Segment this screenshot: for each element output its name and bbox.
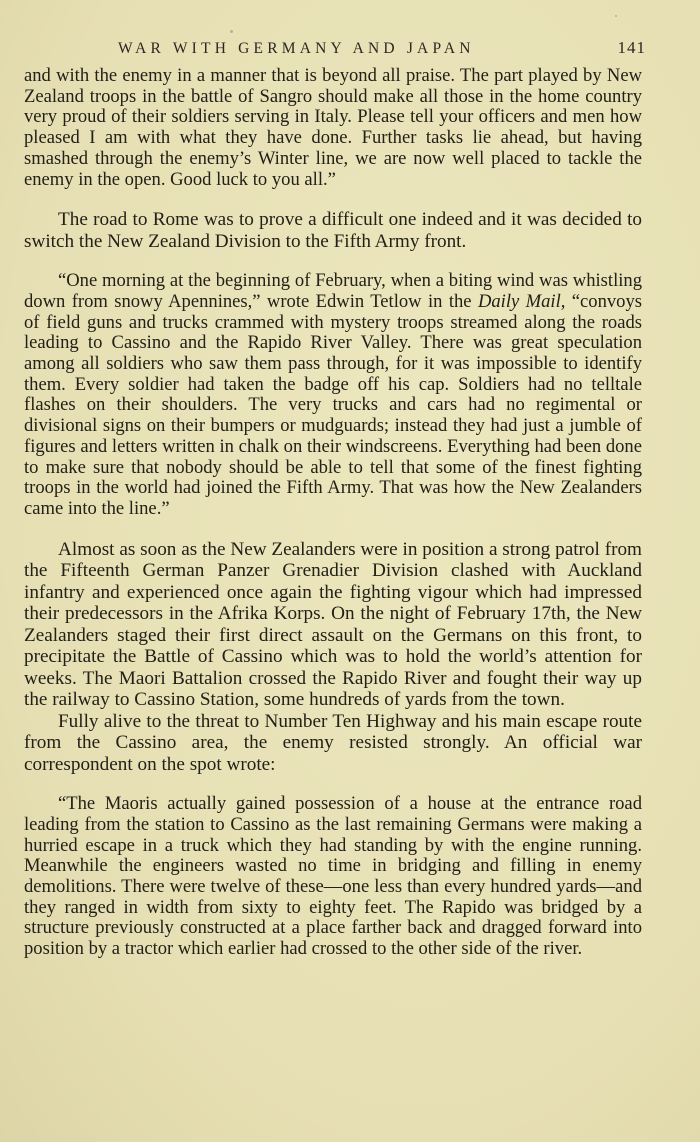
paper-speck <box>230 30 233 33</box>
paragraph-1: and with the enemy in a manner that is beyond all praise. The part played by New Zealand troops in the battle of Sangro should make all those in the home country very proud of their soldiers serving in Italy. Please tell your officers and men how pleased I am with what they have done. Further tasks lie ahead, but having smashed through the enemy’s Winter line, we are now well placed to tackle the enemy in the open. Good luck to you all.” <box>24 65 642 190</box>
paragraph-4: Almost as soon as the New Zealanders were in position a strong patrol from the Fifteenth German Panzer Grenadier Division clashed with Auckland infantry and experienced once again the fighting vigour which had impressed their predecessors in the Afrika Korps. On the night of February 17th, the New Zealanders staged their first direct assault on the Germans on this front, to precipitate the Battle of Cassino which was to hold the world’s attention for weeks. The Maori Battalion crossed the Rapido River and fought their way up the railway to Cassino Station, some hundreds of yards from the town. <box>24 538 642 711</box>
paragraph-3-text-a: “One morning at the beginning of February, when a biting wind was whistling down from snowy Apennines,” wrote Edwin Tetlow in the <box>24 270 642 312</box>
book-page <box>24 36 646 960</box>
paragraph-3 <box>24 271 642 519</box>
paragraph-6: “The Maoris actually gained possession of a house at the entrance road leading from the station to Cassino as the last remaining Germans were making a hurried escape in a truck which they had standing by with the engine running. Meanwhile the engineers wasted no time in bridging and filling in enemy demolitions. There were twelve of these—one less than every hundred yards—and they ranged in width from sixty to eighty feet. The Rapido was bridged by a structure previously constructed at a place farther back and dragged forward into position by a tractor which earlier had crossed to the other side of the river. <box>24 793 642 960</box>
newspaper-title: Daily Mail <box>477 290 561 312</box>
page-number: 141 <box>617 38 646 57</box>
body-text <box>24 66 642 960</box>
running-title: WAR WITH GERMANY AND JAPAN <box>118 40 475 57</box>
paragraph-3-text-b: , “convoys of field guns and trucks crammed with mystery troops streamed along the roads leading to Cassino and the Rapido River Valley. There was great speculation among all soldiers who saw them pass through, for it was impossible to identify them. Every soldier had taken the badge off his cap. Soldiers had no telltale flashes on their shoulders. The very trucks and cars had no regimental or divisional signs on their bumpers or mudguards; instead they had just a jumble of figures and letters written in chalk on their windscreens. Everything had been done to make sure that nobody should be able to tell that some of the finest fighting troops in the world had joined the Fifth Army. That was how the New Zealanders came into the line.” <box>24 290 643 519</box>
paragraph-2: The road to Rome was to prove a difficult one indeed and it was decided to switch the New Zealand Division to the Fifth Army front. <box>24 209 642 252</box>
running-head <box>24 36 646 60</box>
paper-speck <box>615 15 617 17</box>
paragraph-5: Fully alive to the threat to Number Ten Highway and his main escape route from the Cassino area, the enemy resisted strongly. An official war correspondent on the spot wrote: <box>24 710 642 775</box>
